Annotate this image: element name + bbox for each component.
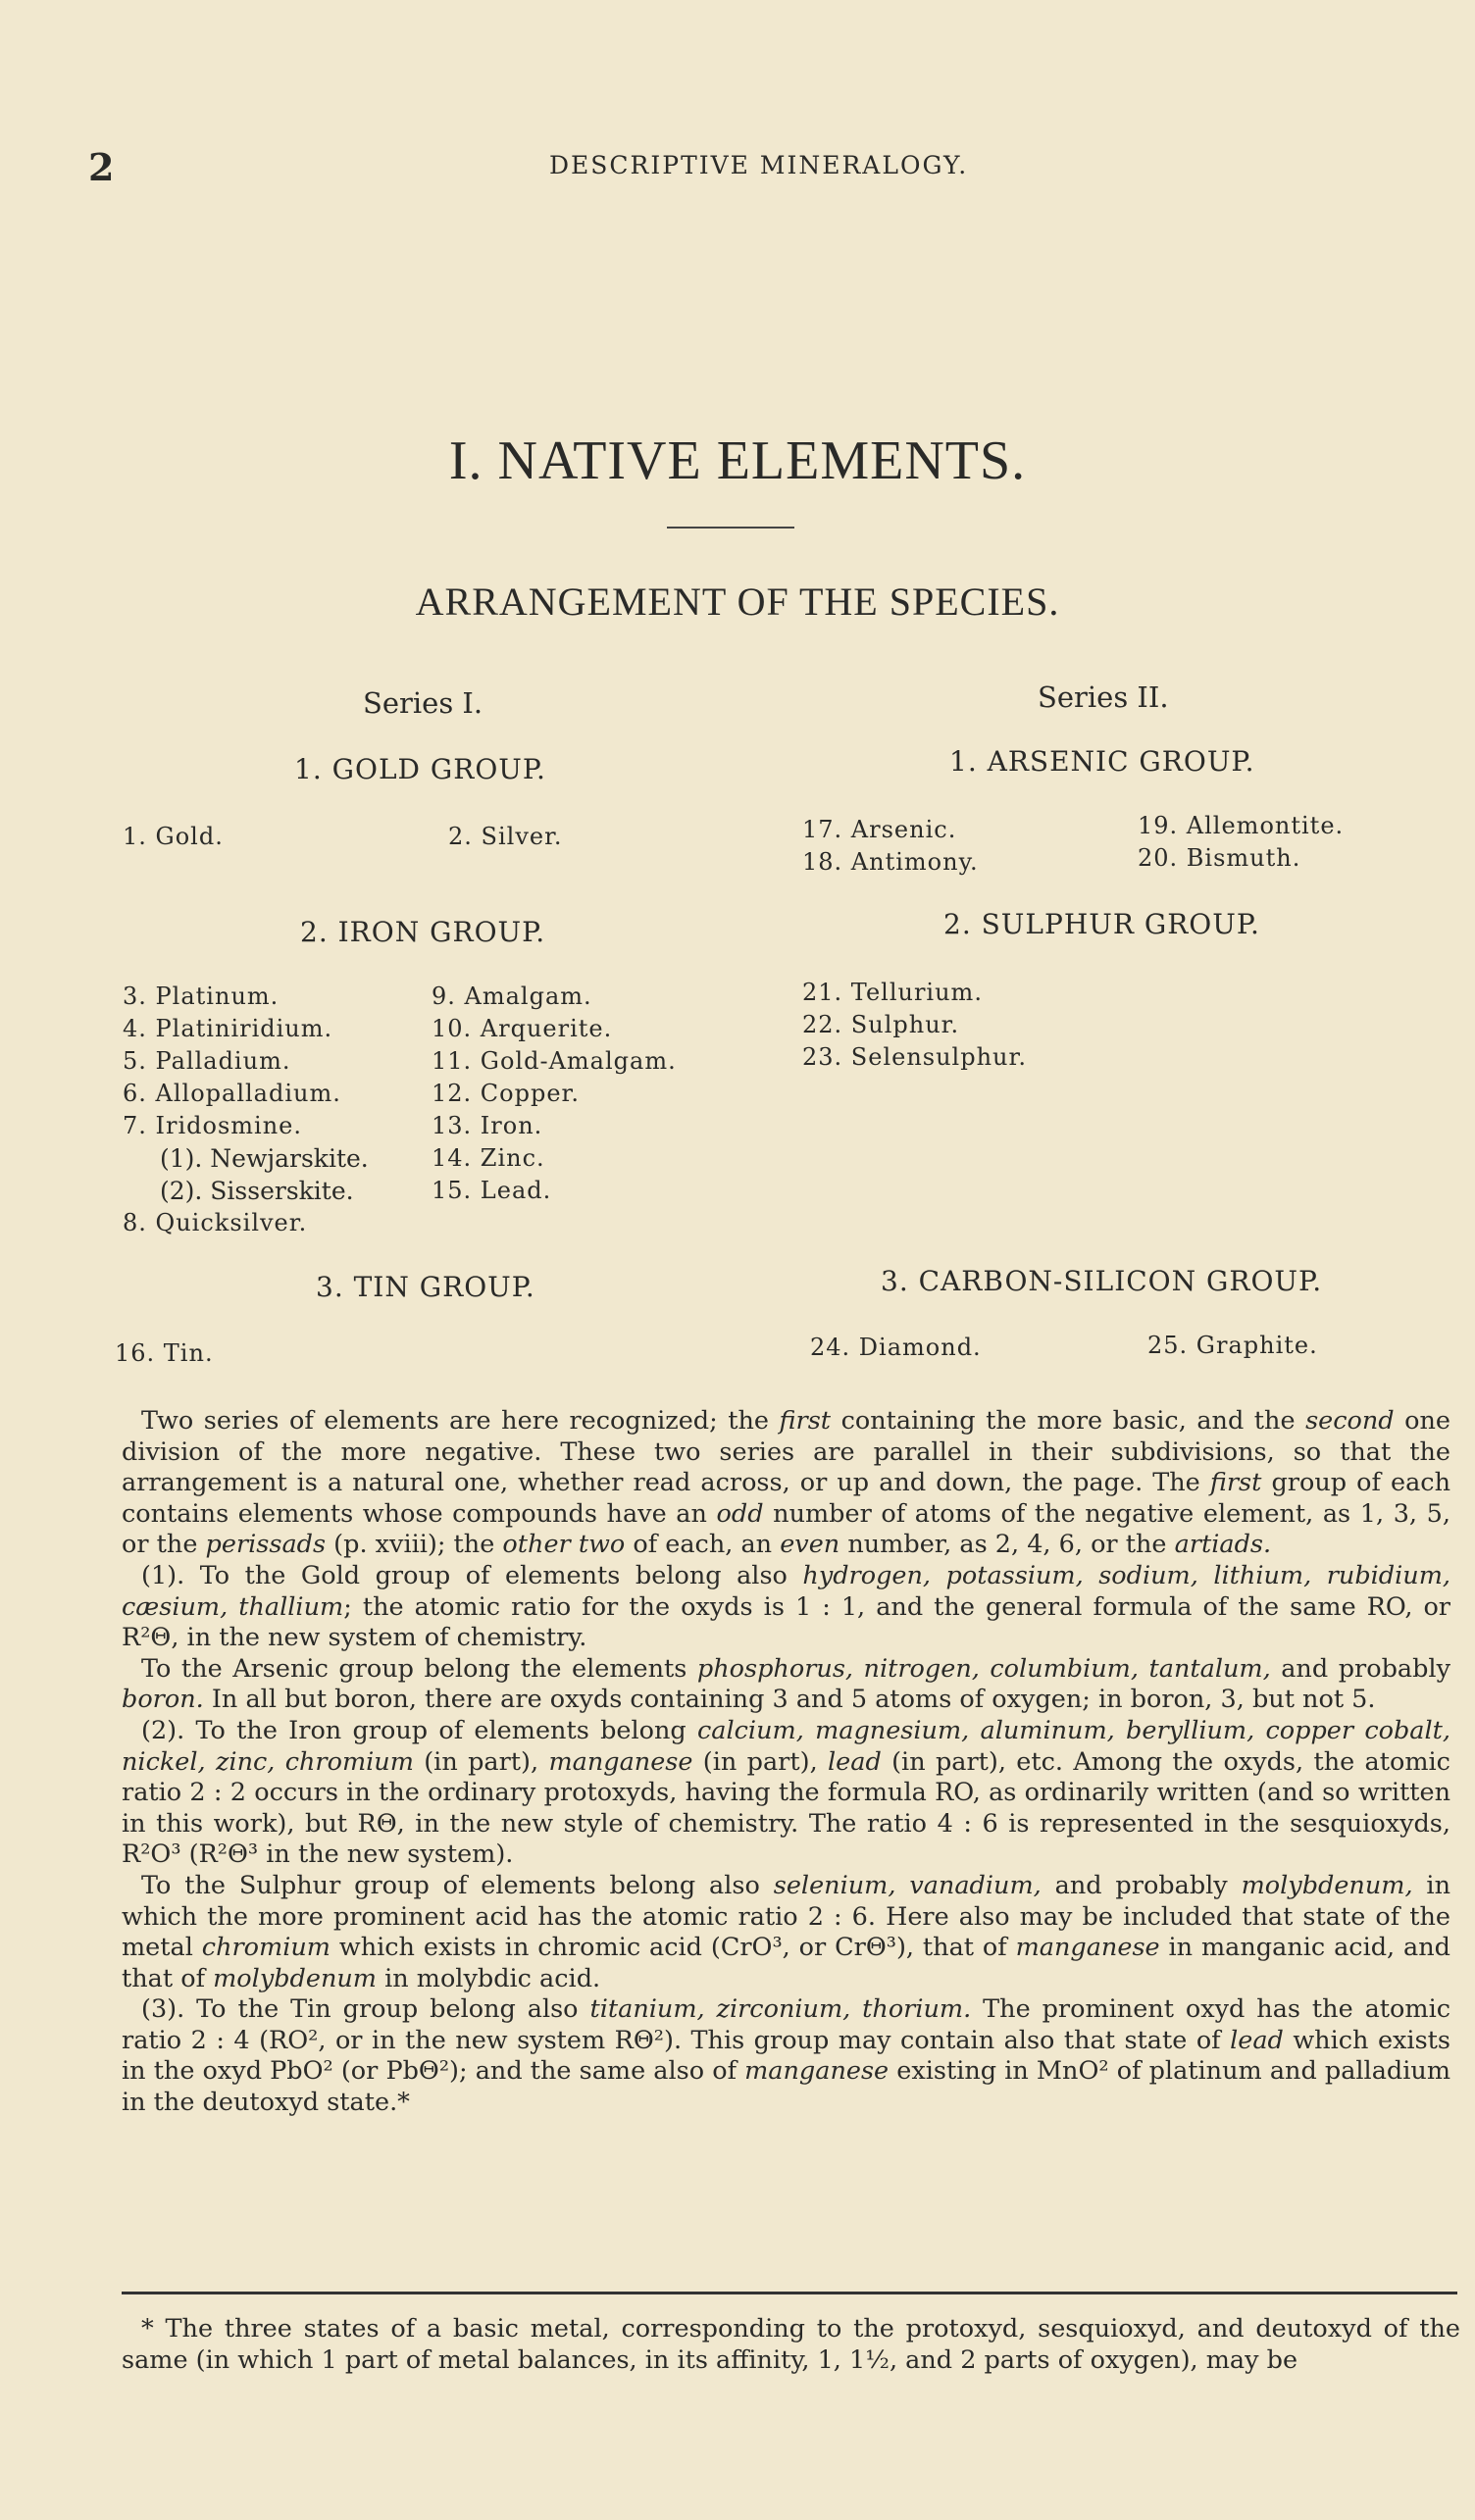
paragraph-tin-group: (3). To the Tin group belong also titanium, zirconium, thorium. The prominent oxyd has the atomic ratio 2 : 4 (RO², or in the new system RΘ²). This group may contain also that state of lead which exists in the oxyd PbO² (or PbΘ²); and the same also of manganese existing in MnO² of platinum and palladium in the deutoxyd state.* — [122, 1994, 1451, 2118]
species-entry: 5. Palladium. — [123, 1047, 291, 1075]
species-entry: 25. Graphite. — [1147, 1332, 1318, 1359]
species-entry: 13. Iron. — [432, 1112, 543, 1139]
species-entry: 7. Iridosmine. — [123, 1112, 303, 1139]
tin-group-list — [115, 1337, 214, 1370]
variety-entry: (1). Newjarskite. — [160, 1144, 369, 1173]
footnote — [122, 2314, 1460, 2376]
species-entry: 16. Tin. — [115, 1339, 214, 1367]
species-entry: 14. Zinc. — [432, 1144, 545, 1172]
species-entry: 1. Gold. — [123, 823, 224, 850]
series-2-label: Series II. — [1038, 680, 1169, 714]
sulphur-group-list — [802, 977, 1027, 1074]
species-entry: 11. Gold-Amalgam. — [432, 1047, 677, 1075]
paragraph-series-explanation: Two series of elements are here recognized; the first containing the more basic, and the second one division of the more negative. These two series are parallel in their subdivisions, so that the arrangement is a natural one, whether read across, or up and down, the page. The first group of each contains elements whose compounds have an odd number of atoms of the negative element, as 1, 3, 5, or the perissads (p. xviii); the other two of each, an even number, as 2, 4, 6, or the artiads. — [122, 1406, 1451, 1560]
species-entry: 24. Diamond. — [810, 1334, 982, 1361]
species-entry: 6. Allopalladium. — [123, 1080, 341, 1107]
tin-group-title: 3. TIN GROUP. — [316, 1271, 535, 1303]
title-rule — [667, 527, 794, 529]
gold-group-right-list — [448, 821, 563, 853]
species-entry: 20. Bismuth. — [1138, 844, 1301, 872]
variety-entry: (2). Sisserskite. — [160, 1177, 354, 1205]
species-entry: 2. Silver. — [448, 823, 563, 850]
species-entry: 12. Copper. — [432, 1080, 581, 1107]
running-title: DESCRIPTIVE MINERALOGY. — [549, 151, 969, 179]
species-entry: 4. Platiniridium. — [123, 1015, 333, 1042]
species-entry: 19. Allemontite. — [1138, 812, 1345, 839]
paragraph-sulphur-group: To the Sulphur group of elements belong also selenium, vanadium, and probably molybdenum, in which the more prominent acid has the atomic ratio 2 : 6. Here also may be included that state of the metal chromium which exists in chromic acid (CrO³, or CrΘ³), that of manganese in manganic acid, and that of molybdenum in molybdic acid. — [122, 1870, 1451, 1993]
paragraph-gold-group: (1). To the Gold group of elements belong also hydrogen, potassium, sodium, lithium, rubidium, cæsium, thallium; the atomic ratio for the oxyds is 1 : 1, and the general formula of the same RO, or R²Θ, in the new system of chemistry. — [122, 1560, 1451, 1653]
running-header — [88, 145, 1461, 194]
carbon-silicon-right-list — [1147, 1330, 1318, 1362]
species-entry: 9. Amalgam. — [432, 983, 592, 1010]
species-entry: 15. Lead. — [432, 1177, 552, 1204]
species-entry: 3. Platinum. — [123, 983, 280, 1010]
paragraph-arsenic-group: To the Arsenic group belong the elements phosphorus, nitrogen, columbium, tantalum, and probably boron. In all but boron, there are oxyds containing 3 and 5 atoms of oxygen; in boron, 3, but not 5. — [122, 1653, 1450, 1715]
page-number: 2 — [88, 145, 115, 189]
footnote-text: * The three states of a basic metal, corresponding to the protoxyd, sesquioxyd, and deutoxyd of the same (in which 1 part of metal balances, in its affinity, 1, 1½, and 2 parts of oxygen), may be — [122, 2314, 1460, 2375]
iron-group-right-list — [432, 981, 677, 1207]
arsenic-group-right-list — [1138, 810, 1344, 875]
chapter-title: I. NATIVE ELEMENTS. — [448, 430, 1027, 491]
species-entry: 21. Tellurium. — [802, 979, 983, 1006]
species-entry: 23. Selensulphur. — [802, 1043, 1027, 1071]
paragraph-iron-group: (2). To the Iron group of elements belong calcium, magnesium, aluminum, beryllium, copper cobalt, nickel, zinc, chromium (in part), manganese (in part), lead (in part), etc. Among the oxyds, the atomic ratio 2 : 2 occurs in the ordinary protoxyds, having the formula RO, as ordinarily written (and so written in this work), but RΘ, in the new style of chemistry. The ratio 4 : 6 is represented in the sesquioxyds, R²O³ (R²Θ³ in the new system). — [122, 1715, 1450, 1870]
series-1-label: Series I. — [363, 686, 483, 720]
species-entry: 8. Quicksilver. — [123, 1209, 308, 1236]
arsenic-group-left-list — [802, 814, 979, 879]
species-entry: 17. Arsenic. — [802, 816, 957, 843]
arsenic-group-title: 1. ARSENIC GROUP. — [949, 745, 1255, 778]
section-subtitle: ARRANGEMENT OF THE SPECIES. — [415, 580, 1060, 624]
gold-group-title: 1. GOLD GROUP. — [294, 753, 546, 785]
carbon-silicon-group-title: 3. CARBON-SILICON GROUP. — [881, 1265, 1323, 1297]
iron-group-title: 2. IRON GROUP. — [300, 916, 546, 948]
carbon-silicon-left-list — [810, 1332, 982, 1364]
sulphur-group-title: 2. SULPHUR GROUP. — [943, 908, 1260, 940]
iron-group-left-list — [123, 981, 369, 1239]
species-entry: 22. Sulphur. — [802, 1011, 960, 1038]
body-text — [122, 1406, 1450, 2119]
species-entry: 10. Arquerite. — [432, 1015, 613, 1042]
species-entry: 18. Antimony. — [802, 848, 979, 876]
footnote-rule — [122, 2292, 1457, 2294]
gold-group-left-list — [123, 821, 224, 853]
